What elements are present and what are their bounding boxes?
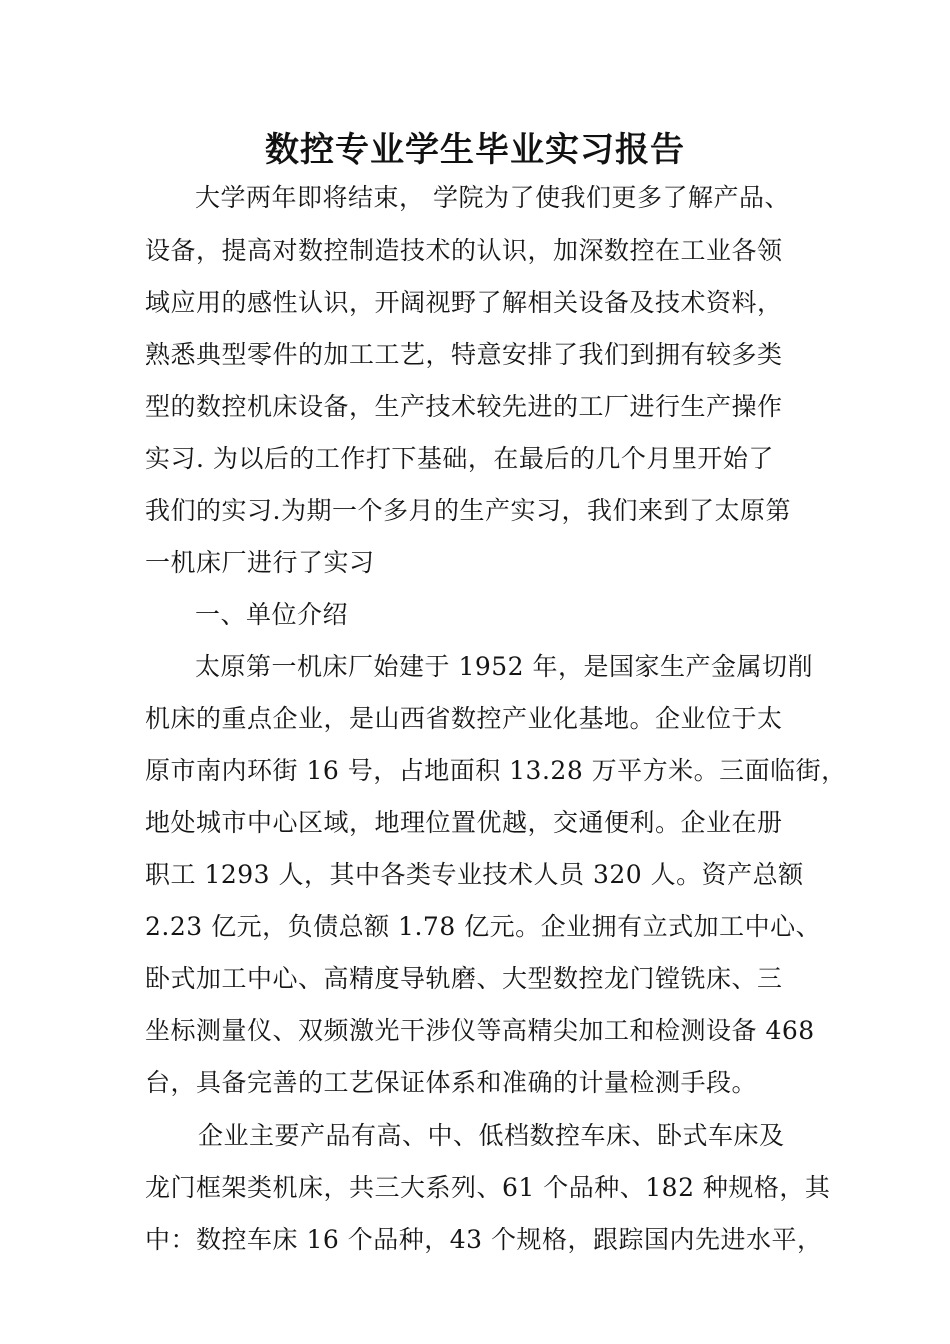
paragraph-line: 大学两年即将结束， 学院为了使我们更多了解产品、 <box>195 183 790 212</box>
paragraph-line: 域应用的感性认识，开阔视野了解相关设备及技术资料， <box>145 288 783 317</box>
paragraph-line: 台，具备完善的工艺保证体系和准确的计量检测手段。 <box>145 1068 758 1097</box>
paragraph-line: 我们的实习.为期一个多月的生产实习，我们来到了太原第 <box>145 496 791 525</box>
paragraph-line: 2.23 亿元，负债总额 1.78 亿元。企业拥有立式加工中心、 <box>145 912 822 941</box>
paragraph-line: 企业主要产品有高、中、低档数控车床、卧式车床及 <box>198 1121 785 1150</box>
paragraph-line: 实习. 为以后的工作打下基础，在最后的几个月里开始了 <box>145 444 774 473</box>
paragraph-line: 原市南内环街 16 号，占地面积 13.28 万平方米。三面临街， <box>145 756 847 785</box>
document-title: 数控专业学生毕业实习报告 <box>265 130 685 170</box>
paragraph-line: 熟悉典型零件的加工工艺，特意安排了我们到拥有较多类 <box>145 340 783 369</box>
paragraph-line: 太原第一机床厂始建于 1952 年，是国家生产金属切削 <box>195 652 814 681</box>
paragraph-line: 龙门框架类机床，共三大系列、61 个品种、182 种规格，其 <box>145 1173 831 1202</box>
paragraph-line: 型的数控机床设备，生产技术较先进的工厂进行生产操作 <box>145 392 783 421</box>
paragraph-line: 设备，提高对数控制造技术的认识，加深数控在工业各领 <box>145 236 783 265</box>
paragraph-line: 地处城市中心区域，地理位置优越，交通便利。企业在册 <box>145 808 783 837</box>
paragraph-line: 中：数控车床 16 个品种，43 个规格，跟踪国内先进水平， <box>145 1225 823 1254</box>
section-heading: 一、单位介绍 <box>195 600 349 629</box>
paragraph-line: 职工 1293 人，其中各类专业技术人员 320 人。资产总额 <box>145 860 804 889</box>
paragraph-line: 机床的重点企业，是山西省数控产业化基地。企业位于太 <box>145 704 783 733</box>
paragraph-line: 一机床厂进行了实习 <box>145 548 375 577</box>
paragraph-line: 坐标测量仪、双频激光干涉仪等高精尖加工和检测设备 468 <box>145 1016 815 1045</box>
paragraph-line: 卧式加工中心、高精度导轨磨、大型数控龙门镗铣床、三 <box>145 964 783 993</box>
